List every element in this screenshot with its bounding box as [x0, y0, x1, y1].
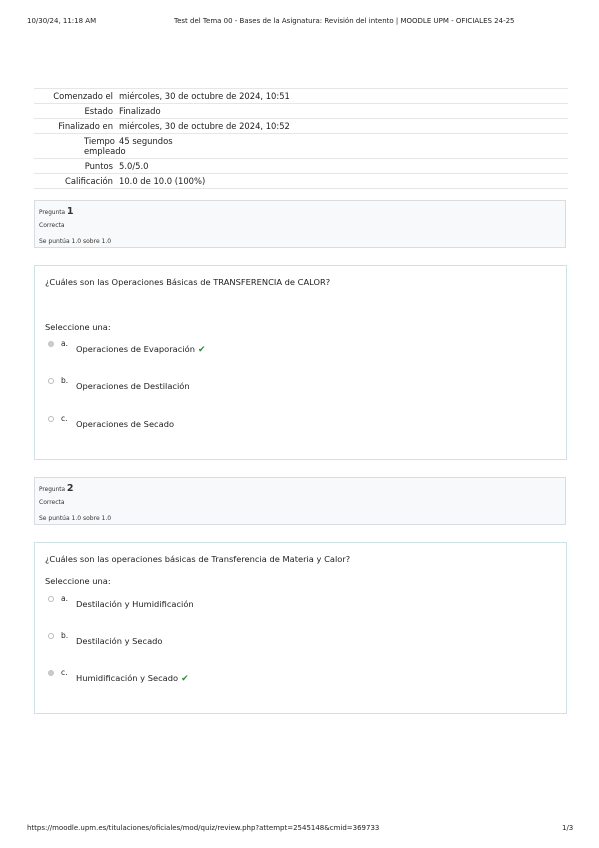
- summary-value: miércoles, 30 de octubre de 2024, 10:51: [119, 91, 290, 101]
- answer-text: Destilación y Secado: [76, 636, 163, 646]
- print-header-title: Test del Tema 00 - Bases de la Asignatura: Revisión del intento | MOODLE UPM - OFICIALES 24-25: [174, 17, 515, 25]
- question-2-info: [34, 477, 566, 525]
- radio-button[interactable]: [48, 596, 54, 602]
- question-grade: Se puntúa 1.0 sobre 1.0: [39, 238, 112, 245]
- check-icon: ✔: [181, 674, 189, 684]
- answer-letter: b.: [61, 376, 69, 385]
- radio-button[interactable]: [48, 633, 54, 639]
- answer-text: Destilación y Humidificación: [76, 599, 194, 609]
- summary-value: 45 segundos: [119, 136, 173, 146]
- answer-letter: b.: [61, 631, 69, 640]
- radio-button[interactable]: [48, 670, 54, 676]
- attempt-summary-table: [34, 88, 568, 189]
- question-prompt: Seleccione una:: [45, 576, 111, 586]
- summary-label: Estado: [84, 106, 113, 116]
- check-icon: ✔: [197, 345, 206, 355]
- question-prompt: Seleccione una:: [45, 322, 111, 332]
- summary-value: 5.0/5.0: [119, 161, 149, 171]
- radio-button[interactable]: [48, 416, 54, 422]
- answer-letter: c.: [61, 668, 68, 677]
- answer-text: Operaciones de Evaporación ✔: [76, 344, 206, 355]
- answer-letter: a.: [61, 594, 68, 603]
- summary-value: miércoles, 30 de octubre de 2024, 10:52: [119, 121, 290, 131]
- print-footer-page: 1/3: [562, 824, 574, 832]
- question-text: ¿Cuáles son las operaciones básicas de Transferencia de Materia y Calor?: [45, 554, 351, 564]
- summary-row-finished: [34, 118, 568, 133]
- question-1-content: [34, 265, 567, 460]
- summary-label: Finalizado en: [58, 121, 113, 131]
- answer-letter: a.: [61, 339, 68, 348]
- question-number: Pregunta 2: [39, 483, 74, 494]
- summary-row-time: [34, 133, 568, 158]
- question-1-info: [34, 200, 566, 248]
- summary-label: Tiempo empleado: [84, 136, 126, 156]
- question-state: Correcta: [39, 499, 65, 506]
- answer-text: Operaciones de Secado: [76, 419, 175, 429]
- question-state: Correcta: [39, 222, 65, 229]
- print-footer-url: https://moodle.upm.es/titulaciones/oficiales/mod/quiz/review.php?attempt=2545148&cmid=369733: [27, 824, 380, 832]
- summary-row-started: [34, 88, 568, 103]
- radio-button[interactable]: [48, 378, 54, 384]
- summary-label: Calificación: [64, 176, 113, 186]
- radio-button[interactable]: [48, 341, 54, 347]
- answer-letter: c.: [61, 414, 68, 423]
- question-text: ¿Cuáles son las Operaciones Básicas de TRANSFERENCIA de CALOR?: [45, 277, 331, 287]
- summary-row-state: [34, 103, 568, 118]
- question-2-content: [34, 542, 567, 714]
- summary-value: 10.0 de 10.0 (100%): [119, 176, 206, 186]
- answer-text: Operaciones de Destilación: [76, 381, 190, 391]
- question-grade: Se puntúa 1.0 sobre 1.0: [39, 515, 112, 522]
- summary-label: Comenzado el: [53, 91, 113, 101]
- question-number: Pregunta 1: [39, 206, 74, 217]
- print-header-datetime: 10/30/24, 11:18 AM: [27, 17, 97, 25]
- summary-label: Puntos: [84, 161, 113, 171]
- summary-row-points: [34, 158, 568, 173]
- summary-value: Finalizado: [119, 106, 161, 116]
- summary-row-grade: [34, 173, 568, 189]
- answer-text: Humidificación y Secado ✔: [76, 673, 189, 684]
